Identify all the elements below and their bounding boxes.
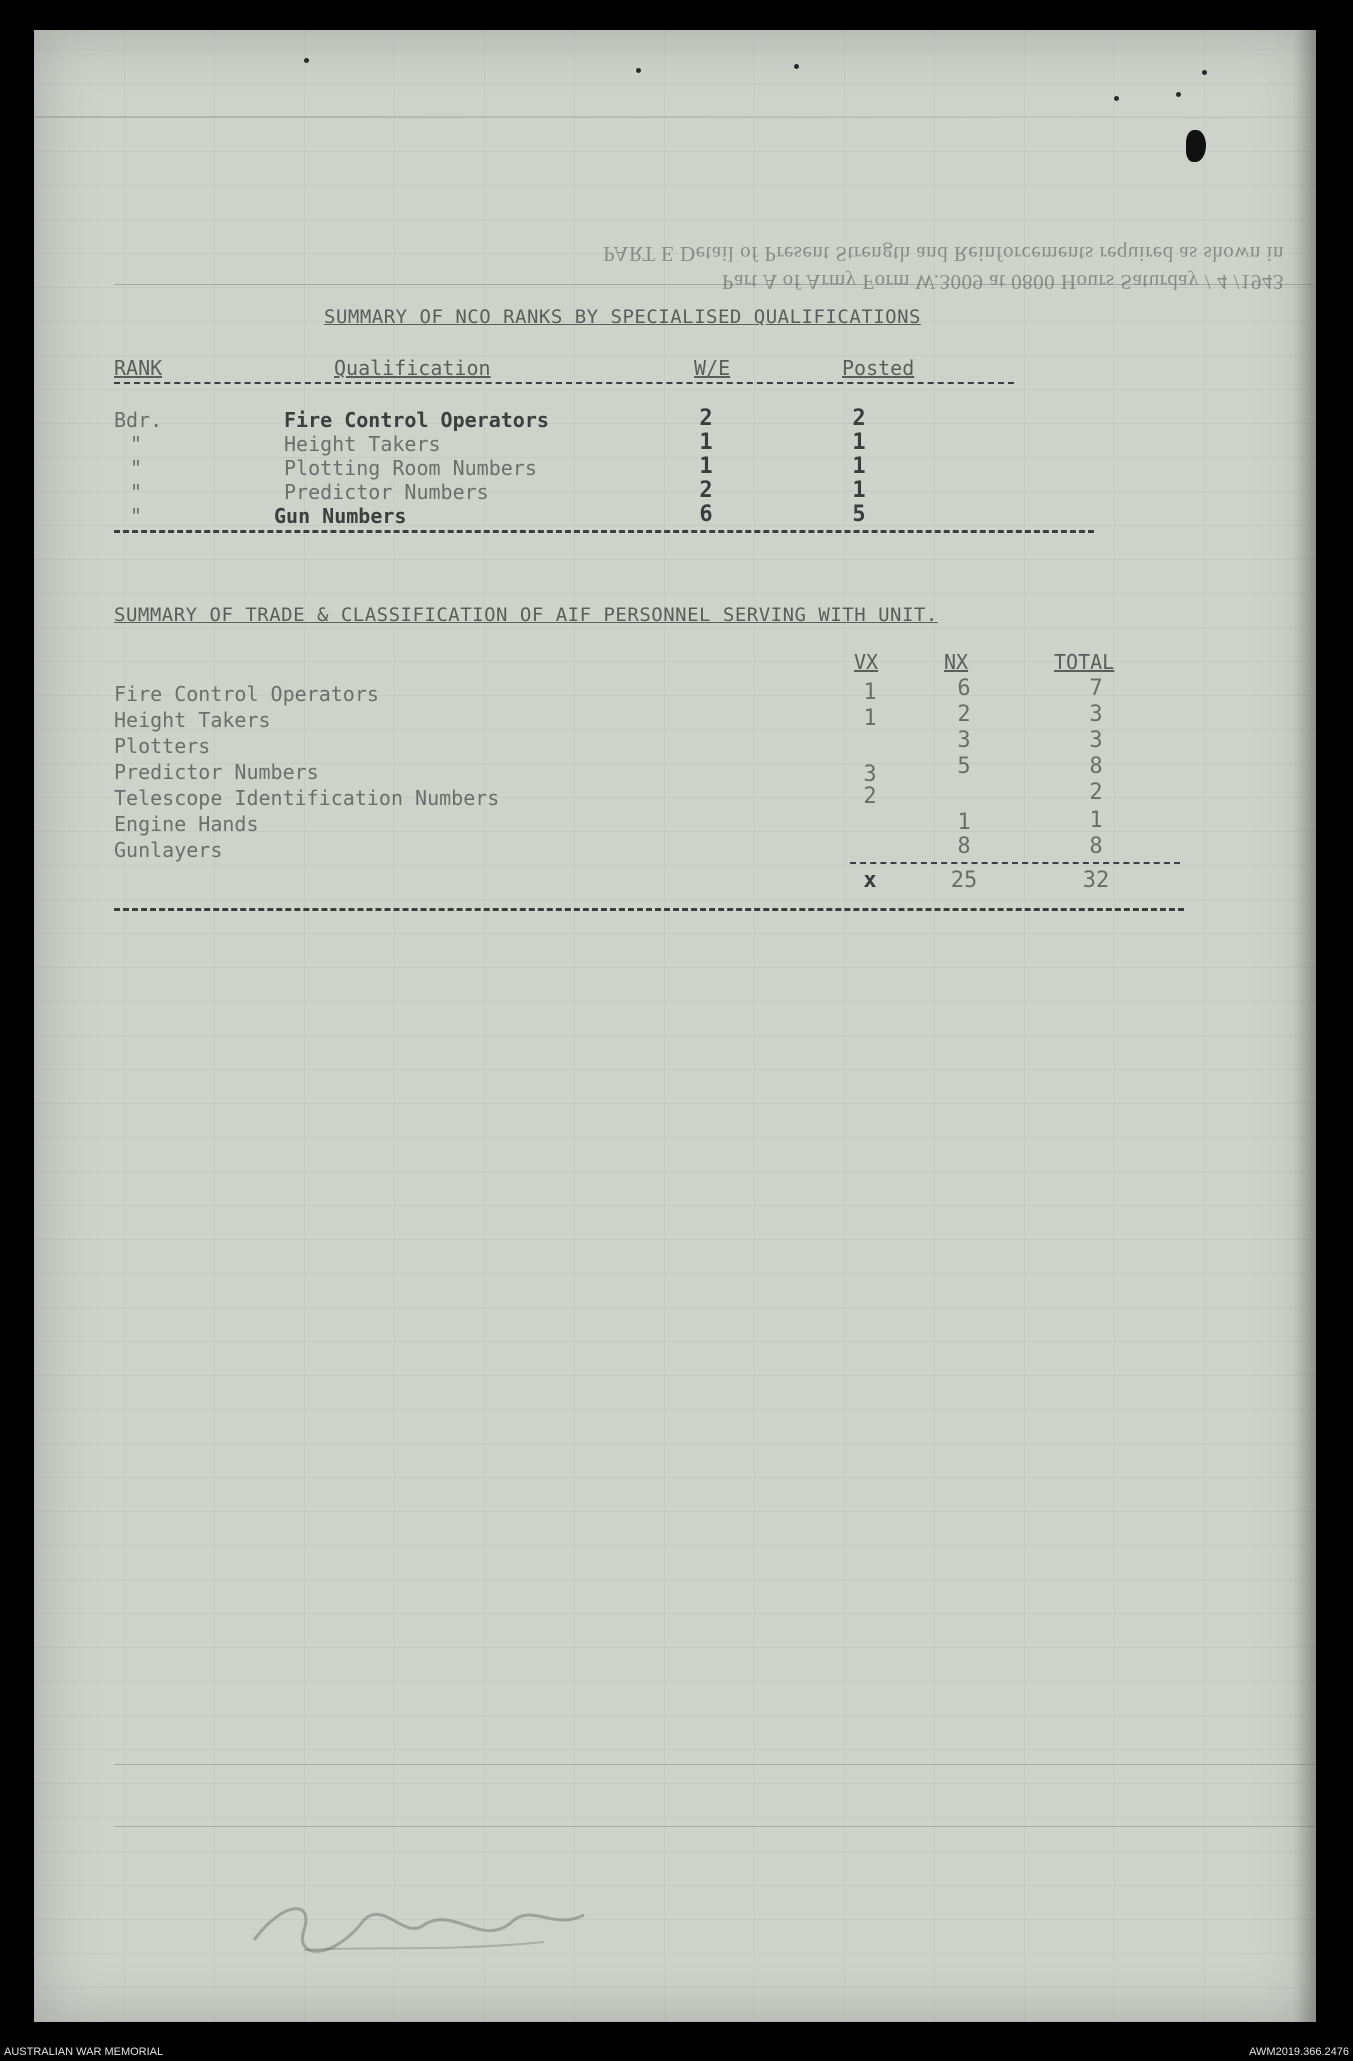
rank-column-header: RANK (114, 356, 163, 380)
posted-cell: 5 (852, 502, 866, 527)
rank-cell: " (130, 480, 143, 504)
form-rule (114, 1826, 1314, 1827)
punch-mark (304, 58, 309, 63)
trade-cell: Gunlayers (114, 838, 223, 862)
nx-cell: 8 (957, 834, 971, 859)
ncos-table-title: SUMMARY OF NCO RANKS BY SPECIALISED QUALIFICATIONS (324, 306, 921, 328)
we-cell: 2 (699, 406, 713, 431)
trade-cell: Plotters (114, 734, 211, 758)
total-column-header: TOTAL (1054, 650, 1115, 674)
table-end-rule (114, 530, 1094, 533)
qualification-cell: Height Takers (284, 432, 441, 456)
we-cell: 2 (699, 478, 713, 503)
total-cell: 1 (1089, 808, 1103, 833)
we-cell: 1 (699, 430, 713, 455)
footer-reference: AWM2019.366.2476 (1249, 2046, 1349, 2058)
we-cell: 1 (699, 454, 713, 479)
trade-table-title: SUMMARY OF TRADE & CLASSIFICATION OF AIF PERSONNEL SERVING WITH UNIT. (114, 604, 938, 626)
grand-total: 32 (1082, 868, 1110, 893)
vx-cell: 1 (863, 706, 877, 731)
we-column-header: W/E (694, 356, 731, 380)
qualification-column-header: Qualification (334, 356, 491, 380)
posted-column-header: Posted (842, 356, 915, 380)
qualification-cell: Predictor Numbers (284, 480, 489, 504)
posted-cell: 1 (852, 430, 866, 455)
page-edge-shadow (1294, 30, 1316, 2022)
qualification-cell: Plotting Room Numbers (284, 456, 537, 480)
nx-column-header: NX (944, 650, 969, 674)
document-page (34, 30, 1316, 2022)
qualification-cell: Fire Control Operators (284, 408, 549, 432)
rank-cell: " (130, 432, 143, 456)
punch-mark (794, 64, 799, 69)
nx-cell: 2 (957, 702, 971, 727)
punch-mark (636, 68, 641, 73)
vx-cell: 2 (863, 784, 877, 809)
punch-mark (1176, 92, 1181, 97)
signature (244, 1880, 604, 1970)
vx-total: x (863, 868, 877, 893)
subtotal-rule (850, 862, 1180, 864)
posted-cell: 1 (852, 478, 866, 503)
total-cell: 3 (1089, 702, 1103, 727)
total-cell: 8 (1089, 754, 1103, 779)
nx-cell: 1 (957, 810, 971, 835)
trade-cell: Engine Hands (114, 812, 259, 836)
nx-cell: 5 (957, 754, 971, 779)
show-through-heading (144, 240, 1284, 296)
posted-cell: 1 (852, 454, 866, 479)
vx-cell: 3 (863, 762, 877, 787)
form-rule (114, 284, 1314, 285)
header-rule (114, 382, 1014, 384)
heading-line: PART E Detail of Present Strength and Reinforcements required as shown in (603, 242, 1284, 266)
ink-blot (1186, 130, 1206, 162)
punch-mark (1202, 70, 1207, 75)
trade-cell: Predictor Numbers (114, 760, 319, 784)
vx-column-header: VX (854, 650, 879, 674)
total-cell: 8 (1089, 834, 1103, 859)
punch-mark (1114, 96, 1119, 101)
posted-cell: 2 (852, 406, 866, 431)
heading-line: Part A of Army Form W.3009 at 0800 Hours Saturday / 4 /1943 (721, 270, 1284, 294)
we-cell: 6 (699, 502, 713, 527)
trade-cell: Fire Control Operators (114, 682, 379, 706)
total-cell: 7 (1089, 676, 1103, 701)
trade-cell: Height Takers (114, 708, 271, 732)
footer-credit: AUSTRALIAN WAR MEMORIAL (4, 2046, 164, 2058)
total-cell: 3 (1089, 728, 1103, 753)
nx-cell: 3 (957, 728, 971, 753)
total-cell: 2 (1089, 780, 1103, 805)
trade-cell: Telescope Identification Numbers (114, 786, 500, 810)
nx-cell: 6 (957, 676, 971, 701)
rank-cell: Bdr. (114, 408, 163, 432)
qualification-cell: Gun Numbers (274, 504, 407, 528)
rank-cell: " (130, 504, 143, 528)
page-fold (34, 116, 1316, 118)
rank-cell: " (130, 456, 143, 480)
form-rule (114, 1764, 1314, 1765)
table-end-rule (114, 908, 1184, 911)
nx-total: 25 (950, 868, 978, 893)
vx-cell: 1 (863, 680, 877, 705)
